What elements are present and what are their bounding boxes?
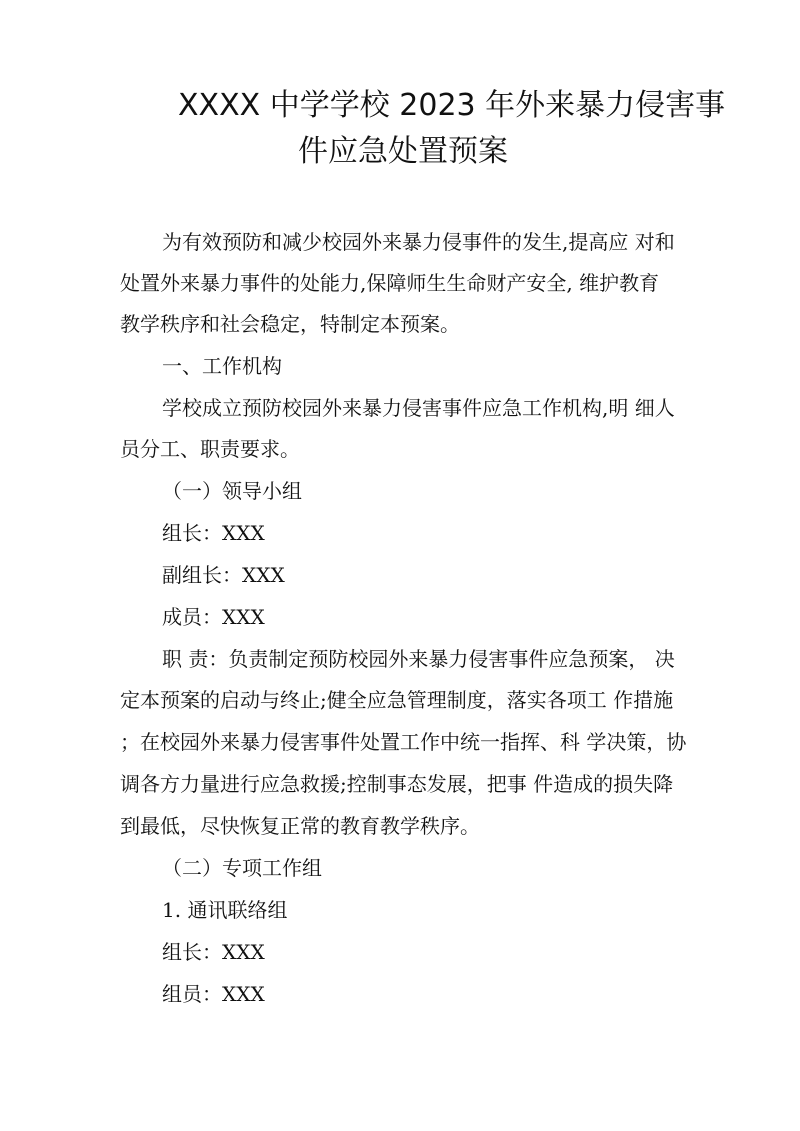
members-line: 成员：XXX xyxy=(162,605,265,629)
document-title-line-1: XXXX 中学学校 2023 年外来暴力侵害事 xyxy=(178,88,726,123)
duties-line-2: 定本预案的启动与终止;健全应急管理制度，落实各项工 作措施 xyxy=(120,688,674,712)
communication-group-heading: 1. 通讯联络组 xyxy=(162,898,288,922)
paragraph-intro-line-1: 为有效预防和减少校园外来暴力侵事件的发生,提高应 对和 xyxy=(162,230,675,254)
duties-line-5: 到最低，尽快恢复正常的教育教学秩序。 xyxy=(120,814,480,838)
paragraph-organization-line-2: 员分工、职责要求。 xyxy=(120,437,300,461)
paragraph-intro-line-3: 教学秩序和社会稳定，特制定本预案。 xyxy=(120,312,460,336)
subsection-heading-leadership-group: （一）领导小组 xyxy=(162,479,302,503)
duties-line-3: ；在校园外来暴力侵害事件处置工作中统一指挥、科 学决策，协 xyxy=(120,730,687,754)
paragraph-organization-line-1: 学校成立预防校园外来暴力侵害事件应急工作机构,明 细人 xyxy=(162,396,675,420)
section-heading-work-organization: 一、工作机构 xyxy=(162,354,282,378)
communication-group-leader-line: 组长：XXX xyxy=(162,940,265,964)
subsection-heading-special-working-groups: （二）专项工作组 xyxy=(162,856,322,880)
deputy-leader-line: 副组长：XXX xyxy=(162,563,285,587)
paragraph-intro-line-2: 处置外来暴力事件的处能力,保障师生生命财产安全, 维护教育 xyxy=(120,271,660,295)
duties-line-1: 职 责：负责制定预防校园外来暴力侵害事件应急预案， 决 xyxy=(162,647,675,671)
leader-line: 组长：XXX xyxy=(162,521,265,545)
duties-line-4: 调各方力量进行应急救援;控制事态发展，把事 件造成的损失降 xyxy=(120,772,674,796)
communication-group-members-line: 组员：XXX xyxy=(162,982,265,1006)
document-title-line-2: 件应急处置预案 xyxy=(298,134,508,169)
